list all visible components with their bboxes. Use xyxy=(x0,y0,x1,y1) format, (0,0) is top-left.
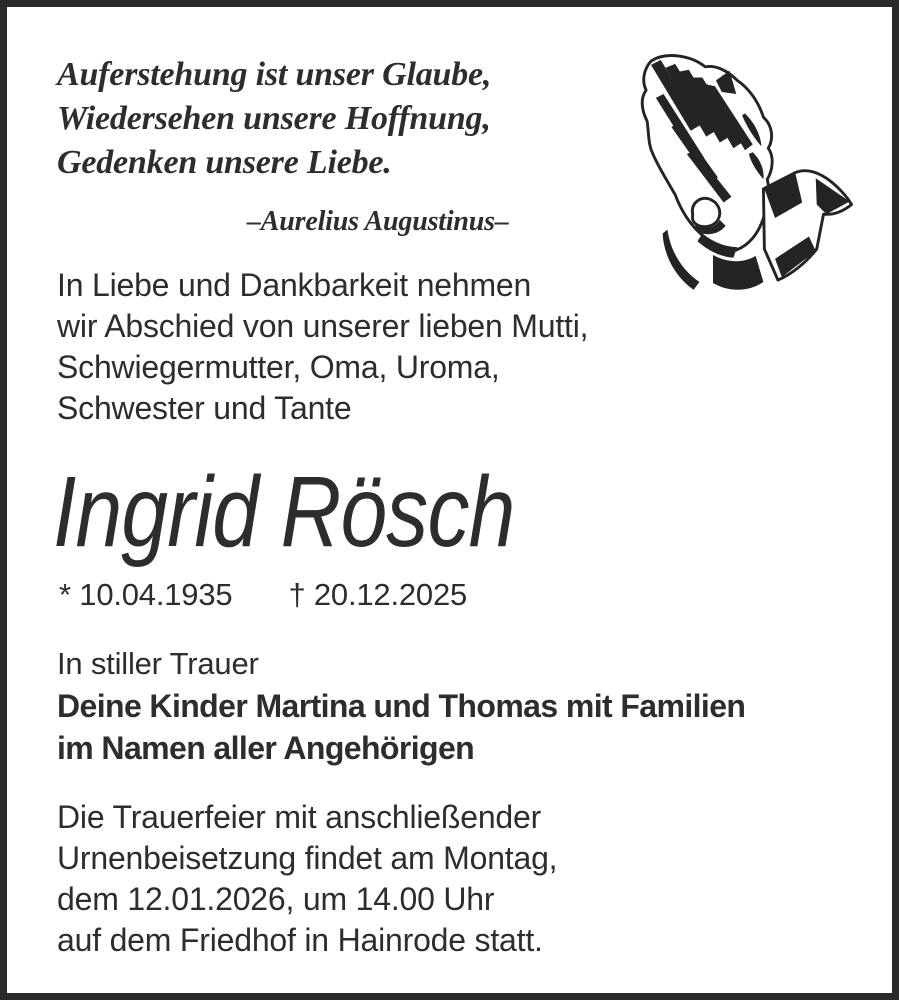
mourning-lead: In stiller Trauer xyxy=(57,646,259,681)
funeral-line: Urnenbeisetzung findet am Montag, xyxy=(57,840,558,876)
quote-line: Auferstehung ist unser Glaube, xyxy=(57,56,492,93)
intro-line: In Liebe und Dankbarkeit nehmen xyxy=(57,267,532,303)
quote-line: Wiedersehen unsere Hoffnung, xyxy=(57,100,491,137)
intro-paragraph xyxy=(57,265,588,429)
intro-line: Schwiegermutter, Oma, Uroma, xyxy=(57,349,500,385)
mourning-block xyxy=(57,643,745,769)
quote-line: Gedenken unsere Liebe. xyxy=(57,144,392,181)
funeral-line: auf dem Friedhof in Hainrode statt. xyxy=(57,922,543,958)
quote-block xyxy=(57,53,509,244)
deceased-name: Ingrid Rösch xyxy=(53,456,515,568)
family-line: im Namen aller Angehörigen xyxy=(57,730,475,766)
intro-line: wir Abschied von unserer lieben Mutti, xyxy=(57,308,589,344)
family-line: Deine Kinder Martina und Thomas mit Familien xyxy=(57,688,746,724)
quote-attribution: –Aurelius Augustinus– xyxy=(247,206,509,237)
life-dates xyxy=(59,577,467,613)
birth-date: * 10.04.1935 xyxy=(59,577,233,612)
funeral-line: Die Trauerfeier mit anschließender xyxy=(57,799,542,835)
intro-line: Schwester und Tante xyxy=(57,390,352,426)
funeral-paragraph xyxy=(57,797,557,961)
death-date: † 20.12.2025 xyxy=(288,577,468,612)
praying-hands-icon xyxy=(619,43,871,301)
funeral-line: dem 12.01.2026, um 14.00 Uhr xyxy=(57,881,495,917)
